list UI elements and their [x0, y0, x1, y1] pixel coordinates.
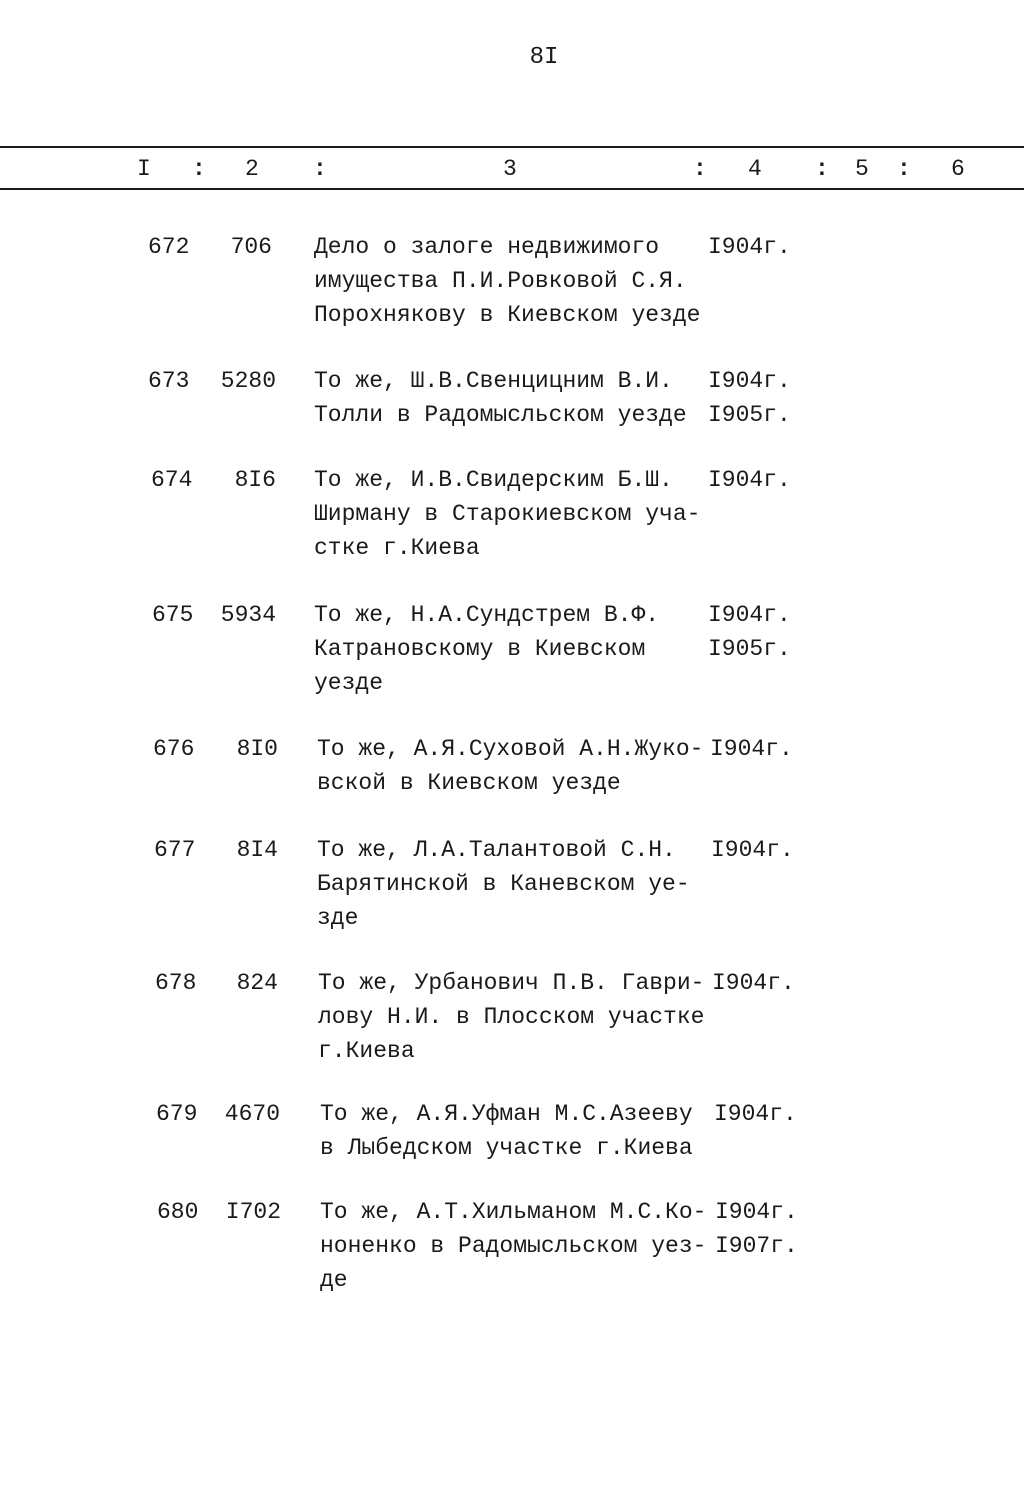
row-dates: [708, 230, 791, 264]
row-dates: [708, 463, 791, 497]
description-line: Порохнякову в Киевском уезде: [314, 302, 701, 328]
description-line: Толли в Радомысльском уезде: [314, 402, 687, 428]
header-col-6: 6: [951, 156, 965, 182]
row-description: [318, 966, 713, 1068]
page-number: 8I: [529, 44, 559, 71]
description-line: То же, Л.А.Талантовой С.Н.: [317, 837, 676, 863]
date-value: I904г.: [708, 602, 791, 628]
description-line: То же, Урбанович П.В. Гаври-: [318, 970, 705, 996]
row-code: 5934: [220, 602, 276, 628]
row-code: 8I4: [236, 837, 278, 863]
row-dates: [710, 732, 793, 766]
row-description: [314, 364, 709, 432]
header-separator-3: :: [693, 156, 707, 182]
date-value: I905г.: [708, 402, 791, 428]
header-col-5: 5: [855, 156, 869, 182]
header-separator-1: :: [192, 156, 206, 182]
header-top-rule: [0, 146, 1024, 148]
description-line: То же, А.Т.Хильманом М.С.Ко-: [320, 1199, 707, 1225]
row-code: 4670: [224, 1101, 280, 1127]
row-number: 672: [148, 234, 190, 260]
header-col-1: I: [137, 156, 151, 182]
date-value: I904г.: [708, 467, 791, 493]
description-line: Дело о залоге недвижимого: [314, 234, 660, 260]
row-description: [320, 1097, 715, 1165]
date-value: I904г.: [712, 970, 795, 996]
date-value: I904г.: [714, 1101, 797, 1127]
date-value: I904г.: [708, 234, 791, 260]
header-col-3: 3: [503, 156, 517, 182]
row-description: [314, 230, 709, 332]
row-code: I702: [225, 1199, 281, 1225]
row-number: 679: [156, 1101, 198, 1127]
description-line: То же, Ш.В.Свенцицним В.И.: [314, 368, 673, 394]
row-dates: [711, 833, 794, 867]
row-dates: [712, 966, 795, 1000]
description-line: уезде: [314, 670, 384, 696]
row-dates: [715, 1195, 798, 1263]
date-value: I907г.: [715, 1233, 798, 1259]
row-description: [320, 1195, 715, 1297]
row-dates: [708, 364, 791, 432]
header-bottom-rule: [0, 188, 1024, 190]
row-code: 824: [236, 970, 278, 996]
header-separator-2: :: [313, 156, 327, 182]
description-line: зде: [317, 905, 359, 931]
row-description: [314, 598, 709, 700]
date-value: I904г.: [715, 1199, 798, 1225]
row-number: 676: [153, 736, 195, 762]
description-line: нoненко в Радомысльском уез-: [320, 1233, 707, 1259]
row-number: 680: [157, 1199, 199, 1225]
header-col-2: 2: [245, 156, 259, 182]
header-separator-4: :: [815, 156, 829, 182]
row-number: 673: [148, 368, 190, 394]
row-code: 706: [230, 234, 272, 260]
description-line: вской в Киевском уезде: [317, 770, 621, 796]
description-line: Ширману в Старокиевском уча-: [314, 501, 701, 527]
description-line: в Лыбедском участке г.Киева: [320, 1135, 693, 1161]
description-line: лову Н.И. в Плосском участке: [318, 1004, 705, 1030]
description-line: Барятинской в Каневском уе-: [317, 871, 690, 897]
row-description: [317, 732, 712, 800]
row-number: 677: [154, 837, 196, 863]
description-line: де: [320, 1267, 348, 1293]
description-line: То же, Н.А.Сундстрем В.Ф.: [314, 602, 660, 628]
date-value: I905г.: [708, 636, 791, 662]
row-description: [317, 833, 712, 935]
date-value: I904г.: [710, 736, 793, 762]
description-line: То же, И.В.Свидерским Б.Ш.: [314, 467, 673, 493]
header-col-4: 4: [748, 156, 762, 182]
date-value: I904г.: [711, 837, 794, 863]
description-line: имущества П.И.Ровковой С.Я.: [314, 268, 687, 294]
row-code: 5280: [220, 368, 276, 394]
row-dates: [708, 598, 791, 666]
description-line: Катрановскому в Киевском: [314, 636, 646, 662]
description-line: То же, А.Я.Уфман М.С.Азееву: [320, 1101, 693, 1127]
row-description: [314, 463, 709, 565]
description-line: То же, А.Я.Суховой А.Н.Жуко-: [317, 736, 704, 762]
date-value: I904г.: [708, 368, 791, 394]
header-separator-5: :: [897, 156, 911, 182]
row-number: 675: [152, 602, 194, 628]
row-number: 674: [151, 467, 193, 493]
row-number: 678: [155, 970, 197, 996]
row-dates: [714, 1097, 797, 1131]
row-code: 8I6: [234, 467, 276, 493]
description-line: стке г.Киева: [314, 535, 480, 561]
description-line: г.Киева: [318, 1038, 415, 1064]
row-code: 8I0: [236, 736, 278, 762]
